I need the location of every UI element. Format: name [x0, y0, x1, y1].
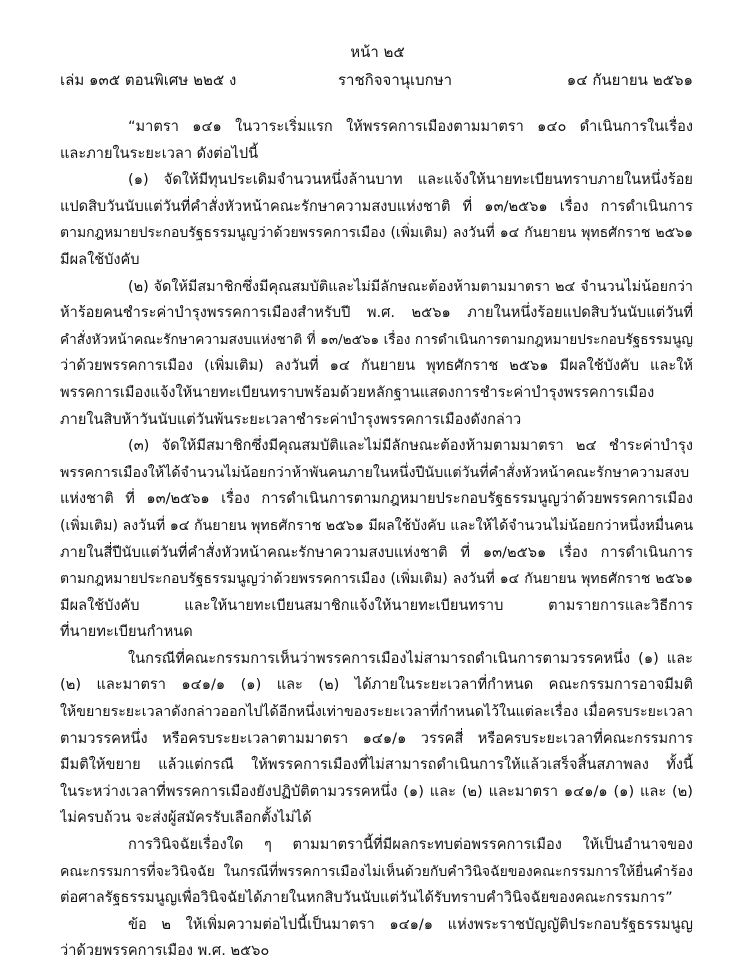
text-line: ในระหว่างเวลาที่พรรคการเมืองยังปฏิบัติตามวรรคหนึ่ง (๑) และ (๒) และมาตรา ๑๔๑/๑ (๑) และ (๒)	[60, 782, 693, 800]
text-line: คณะกรรมการที่จะวินิจฉัย ในกรณีที่พรรคการเมืองไม่เห็นด้วยกับคำวินิจฉัยของคณะกรรมการให้ยื่นคำร้อง	[60, 863, 693, 880]
text-line: “มาตรา ๑๔๑ ในวาระเริ่มแรก ให้พรรคการเมืองตามมาตรา ๑๔๐ ดำเนินการในเรื่อง	[128, 118, 693, 135]
text-line: (๓) จัดให้มีสมาชิกซึ่งมีคุณสมบัติและไม่มีลักษณะต้องห้ามตามมาตรา ๒๔ ชำระค่าบำรุง	[128, 437, 693, 455]
text-line: ข้อ ๒ ให้เพิ่มความต่อไปนี้เป็นมาตรา ๑๔๑/๑ แห่งพระราชบัญญัติประกอบรัฐธรรมนูญ	[128, 915, 693, 933]
document-body	[60, 114, 693, 965]
text-line: มีมติให้ขยาย แล้วแต่กรณี ให้พรรคการเมืองที่ไม่สามารถดำเนินการให้แล้วเสร็จสิ้นสภาพลง ทั้งนี้	[60, 756, 693, 774]
text-line: ไม่ครบถ้วน จะส่งผู้สมัครรับเลือกตั้งไม่ได้	[60, 809, 312, 827]
text-line: การวินิจฉัยเรื่องใด ๆ ตามมาตรานี้ที่มีผลกระทบต่อพรรคการเมือง ให้เป็นอำนาจของ	[128, 836, 693, 854]
text-line: ภายในสี่ปีนับแต่วันที่คำสั่งหัวหน้าคณะรักษาความสงบแห่งชาติ ที่ ๑๓/๒๕๖๑ เรื่อง การดำเนินการ	[60, 543, 693, 561]
text-line: ภายในสิบห้าวันนับแต่วันพ้นระยะเวลาชำระค่าบำรุงพรรคการเมืองดังกล่าว	[60, 410, 522, 428]
text-line: ให้ขยายระยะเวลาดังกล่าวออกไปได้อีกหนึ่งเท่าของระยะเวลาที่กำหนดไว้ในแต่ละเรื่อง เมื่อครบระยะเวลา	[60, 704, 693, 721]
text-line: มีผลใช้บังคับ และให้นายทะเบียนสมาชิกแจ้งให้นายทะเบียนทราบ ตามรายการและวิธีการ	[60, 596, 693, 614]
text-line: (๑) จัดให้มีทุนประเดิมจำนวนหนึ่งล้านบาท และแจ้งให้นายทะเบียนทราบภายในหนึ่งร้อย	[128, 171, 693, 189]
text-line: แปดสิบวันนับแต่วันที่คำสั่งหัวหน้าคณะรักษาความสงบแห่งชาติ ที่ ๑๓/๒๕๖๑ เรื่อง การดำเนินการ	[60, 197, 693, 215]
text-line: (เพิ่มเติม) ลงวันที่ ๑๔ กันยายน พุทธศักราช ๒๕๖๑ มีผลใช้บังคับ และให้ได้จำนวนไม่น้อยกว่าหนึ่งหมื่นคน	[60, 517, 693, 534]
text-line: คำสั่งหัวหน้าคณะรักษาความสงบแห่งชาติ ที่ ๑๓/๒๕๖๑ เรื่อง การดำเนินการตามกฎหมายประกอบรัฐธรรมนูญ	[60, 331, 693, 348]
text-line: ห้าร้อยคนชำระค่าบำรุงพรรคการเมืองสำหรับปี พ.ศ. ๒๕๖๑ ภายในหนึ่งร้อยแปดสิบวันนับแต่วันที่	[60, 304, 693, 322]
text-line: มีผลใช้บังคับ	[60, 250, 140, 268]
text-line: ตามวรรคหนึ่ง หรือครบระยะเวลาตามมาตรา ๑๔๑/๑ วรรคสี่ หรือครบระยะเวลาที่คณะกรรมการ	[60, 729, 693, 747]
text-line: พรรคการเมืองแจ้งให้นายทะเบียนทราบพร้อมด้วยหลักฐานแสดงการชำระค่าบำรุงพรรคการเมือง	[60, 383, 655, 401]
text-line: และภายในระยะเวลา ดังต่อไปนี้	[60, 144, 259, 162]
volume-issue: เล่ม ๑๓๕ ตอนพิเศษ ๒๒๕ ง	[60, 71, 237, 89]
text-line: ว่าด้วยพรรคการเมือง (เพิ่มเติม) ลงวันที่ ๑๔ กันยายน พุทธศักราช ๒๕๖๑ มีผลใช้บังคับ และให้	[60, 357, 693, 375]
text-line: (๒) และมาตรา ๑๔๑/๑ (๑) และ (๒) ได้ภายในระยะเวลาที่กำหนด คณะกรรมการอาจมีมติ	[60, 676, 693, 694]
gazette-name: ราชกิจจานุเบกษา	[338, 71, 453, 89]
text-line: ตามกฎหมายประกอบรัฐธรรมนูญว่าด้วยพรรคการเมือง (เพิ่มเติม) ลงวันที่ ๑๔ กันยายน พุทธศักราช ๒๕๖๑	[60, 225, 693, 242]
text-line: (๒) จัดให้มีสมาชิกซึ่งมีคุณสมบัติและไม่มีลักษณะต้องห้ามตามมาตรา ๒๔ จำนวนไม่น้อยกว่า	[128, 278, 693, 295]
text-line: ว่าด้วยพรรคการเมือง พ.ศ. ๒๕๖๐	[60, 942, 270, 960]
text-line: ในกรณีที่คณะกรรมการเห็นว่าพรรคการเมืองไม่สามารถดำเนินการตามวรรคหนึ่ง (๑) และ	[128, 649, 693, 667]
text-line: ต่อศาลรัฐธรรมนูญเพื่อวินิจฉัยได้ภายในหกสิบวันนับแต่วันได้รับทราบคำวินิจฉัยของคณะกรรมการ”	[60, 889, 673, 907]
text-line: ที่นายทะเบียนกำหนด	[60, 623, 193, 641]
page-number: หน้า ๒๕	[350, 43, 405, 61]
text-line: ตามกฎหมายประกอบรัฐธรรมนูญว่าด้วยพรรคการเมือง (เพิ่มเติม) ลงวันที่ ๑๔ กันยายน พุทธศักราช ๒๕๖๑	[60, 571, 693, 588]
issue-date: ๑๔ กันยายน ๒๕๖๑	[566, 71, 693, 89]
text-line: พรรคการเมืองให้ได้จำนวนไม่น้อยกว่าห้าพันคนภายในหนึ่งปีนับแต่วันที่คำสั่งหัวหน้าคณะรักษาความสงบ	[60, 464, 690, 481]
running-header	[60, 68, 693, 92]
text-line: แห่งชาติ ที่ ๑๓/๒๕๖๑ เรื่อง การดำเนินการตามกฎหมายประกอบรัฐธรรมนูญว่าด้วยพรรคการเมือง	[60, 490, 693, 508]
